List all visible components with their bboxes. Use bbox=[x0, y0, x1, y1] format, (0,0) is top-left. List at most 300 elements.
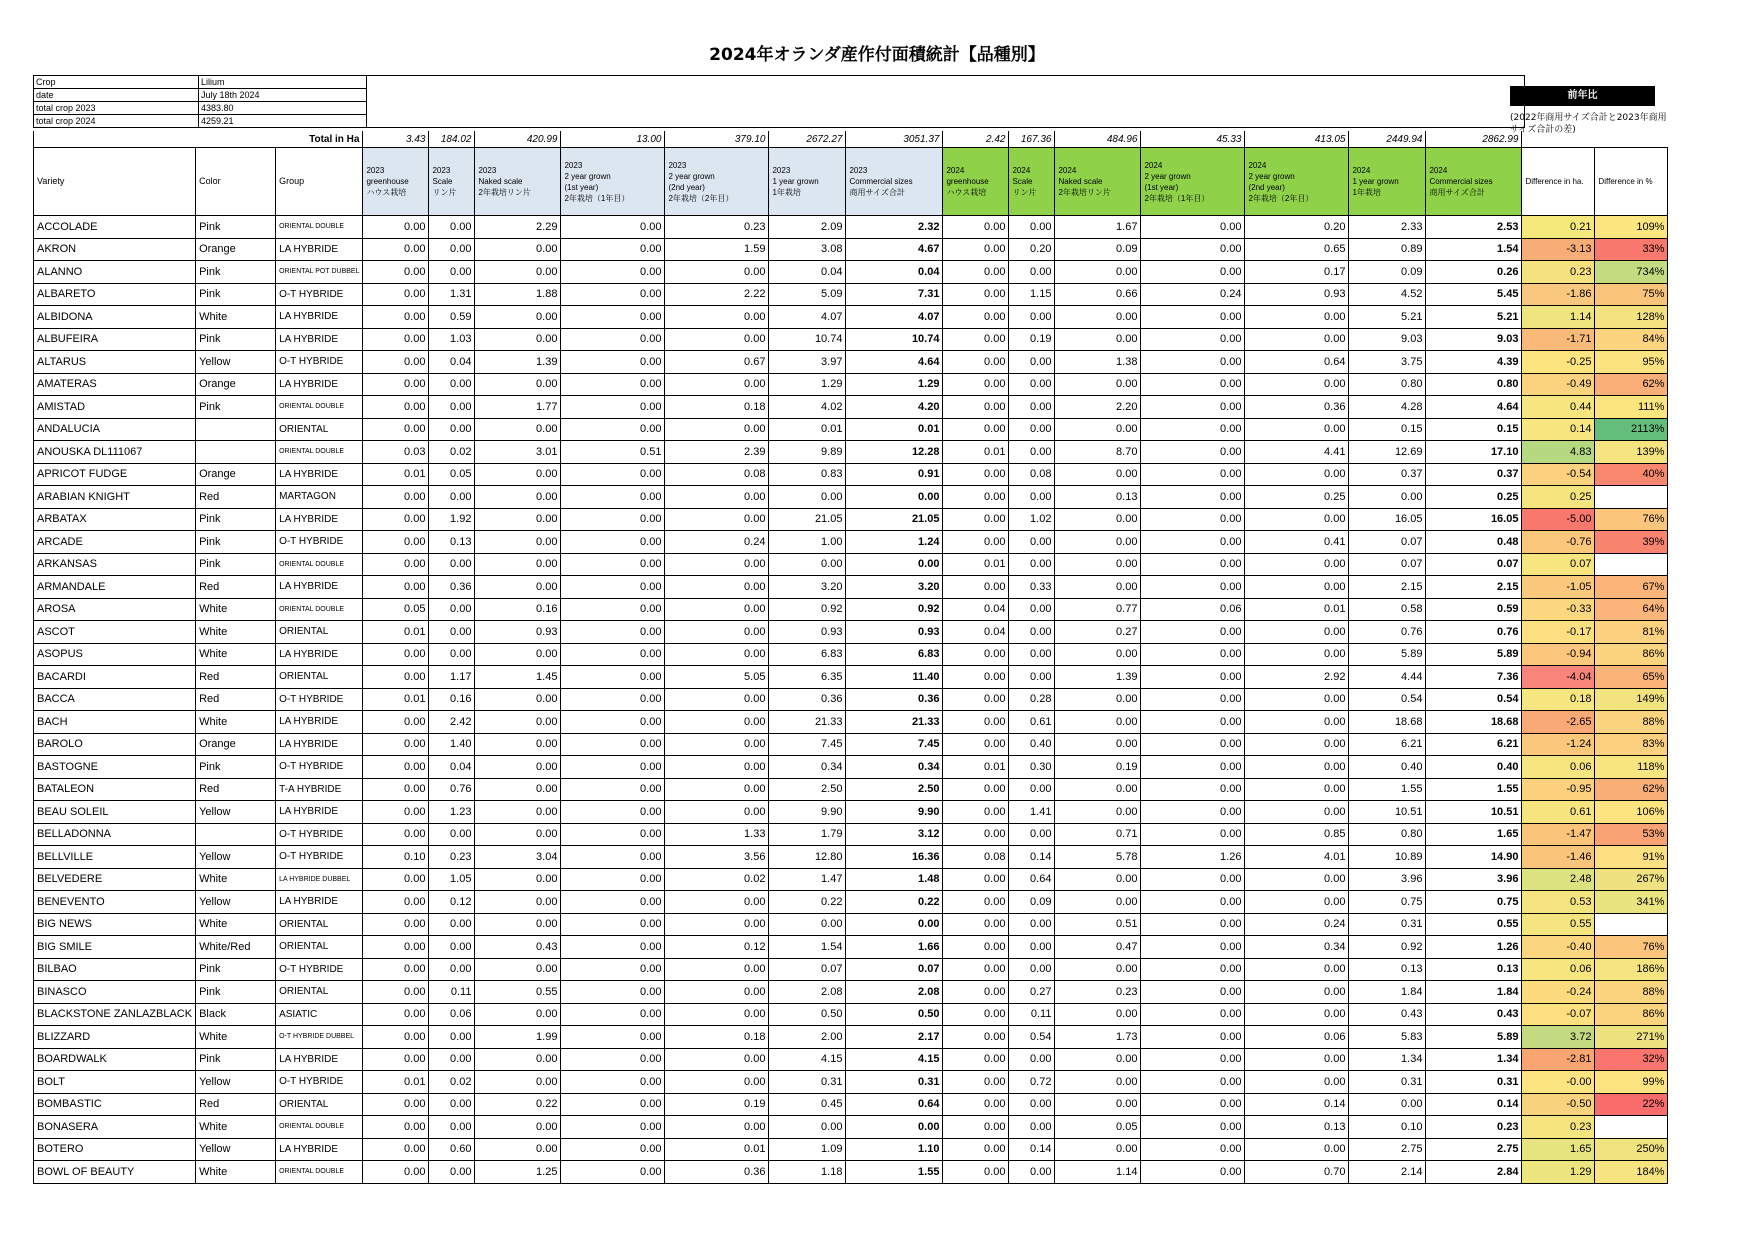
value-cell: 0.22 bbox=[769, 891, 846, 914]
color-cell: White bbox=[196, 1161, 276, 1184]
value-cell: 0.24 bbox=[1245, 913, 1349, 936]
value-cell: 0.00 bbox=[475, 531, 561, 554]
diff-ha-cell: 0.53 bbox=[1522, 891, 1595, 914]
diff-pct-cell: 76% bbox=[1595, 508, 1668, 531]
value-cell: 0.00 bbox=[561, 1093, 665, 1116]
value-cell: 0.00 bbox=[943, 216, 1009, 239]
header-line: greenhouse bbox=[366, 177, 409, 186]
total-value: 3051.37 bbox=[846, 131, 943, 148]
value-cell: 0.64 bbox=[1245, 351, 1349, 374]
value-cell: 0.00 bbox=[1349, 486, 1426, 509]
value-cell: 4.64 bbox=[1426, 396, 1522, 419]
value-cell: 0.07 bbox=[1426, 553, 1522, 576]
value-cell: 12.69 bbox=[1349, 441, 1426, 464]
value-cell: 0.00 bbox=[943, 913, 1009, 936]
diff-ha-cell: -0.25 bbox=[1522, 351, 1595, 374]
value-cell: 0.00 bbox=[561, 373, 665, 396]
value-cell: 2.15 bbox=[1426, 576, 1522, 599]
header-line: 2年栽培リン片 bbox=[478, 188, 531, 197]
color-cell: Orange bbox=[196, 238, 276, 261]
group-cell: O-T HYBRIDE bbox=[276, 958, 363, 981]
diff-pct-cell: 86% bbox=[1595, 1003, 1668, 1026]
value-cell: 0.00 bbox=[1141, 666, 1245, 689]
value-cell: 1.34 bbox=[1426, 1048, 1522, 1071]
value-cell: 0.92 bbox=[846, 598, 943, 621]
value-cell: 2.92 bbox=[1245, 666, 1349, 689]
value-cell: 0.00 bbox=[1055, 778, 1141, 801]
value-cell: 0.00 bbox=[1245, 801, 1349, 824]
value-cell: 0.40 bbox=[1009, 733, 1055, 756]
value-cell: 16.05 bbox=[1426, 508, 1522, 531]
value-cell: 0.00 bbox=[363, 801, 429, 824]
group-cell: ORIENTAL bbox=[276, 418, 363, 441]
diff-pct-cell: 83% bbox=[1595, 733, 1668, 756]
diff-pct-cell bbox=[1595, 913, 1668, 936]
variety-cell: BLACKSTONE ZANLAZBLACK bbox=[34, 1003, 196, 1026]
value-cell: 1.39 bbox=[475, 351, 561, 374]
header-line: 2024 bbox=[1248, 160, 1267, 170]
table-row bbox=[34, 1161, 1668, 1184]
value-cell: 0.00 bbox=[561, 216, 665, 239]
value-cell: 0.26 bbox=[1426, 261, 1522, 284]
value-cell: 0.54 bbox=[1426, 688, 1522, 711]
value-cell: 0.93 bbox=[846, 621, 943, 644]
value-cell: 0.00 bbox=[1055, 1138, 1141, 1161]
group-cell: ORIENTAL bbox=[276, 666, 363, 689]
variety-cell: ALBIDONA bbox=[34, 306, 196, 329]
value-cell: 2.14 bbox=[1349, 1161, 1426, 1184]
header-line: 2年栽培（2年目） bbox=[1248, 193, 1314, 203]
header-line: 2 year grown bbox=[1248, 171, 1295, 181]
column-header bbox=[1595, 148, 1668, 216]
value-cell: 0.00 bbox=[1141, 1003, 1245, 1026]
value-cell: 0.00 bbox=[665, 913, 769, 936]
diff-pct-cell: 250% bbox=[1595, 1138, 1668, 1161]
value-cell: 0.36 bbox=[846, 688, 943, 711]
diff-pct-cell: 33% bbox=[1595, 238, 1668, 261]
value-cell: 0.05 bbox=[1055, 1116, 1141, 1139]
diff-ha-cell: 0.06 bbox=[1522, 958, 1595, 981]
header-line: 2 year grown bbox=[1144, 171, 1191, 181]
value-cell: 0.01 bbox=[363, 688, 429, 711]
color-cell: Yellow bbox=[196, 1138, 276, 1161]
value-cell: 0.00 bbox=[943, 733, 1009, 756]
value-cell: 1.24 bbox=[846, 531, 943, 554]
value-cell: 0.09 bbox=[1349, 261, 1426, 284]
variety-cell: BATALEON bbox=[34, 778, 196, 801]
value-cell: 0.00 bbox=[846, 1116, 943, 1139]
diff-pct-cell: 109% bbox=[1595, 216, 1668, 239]
value-cell: 5.21 bbox=[1426, 306, 1522, 329]
value-cell: 0.00 bbox=[363, 261, 429, 284]
value-cell: 0.00 bbox=[561, 1071, 665, 1094]
diff-pct-cell: 267% bbox=[1595, 868, 1668, 891]
value-cell: 0.00 bbox=[429, 936, 475, 959]
diff-ha-cell: -4.04 bbox=[1522, 666, 1595, 689]
value-cell: 0.00 bbox=[665, 598, 769, 621]
value-cell: 0.00 bbox=[1245, 1003, 1349, 1026]
value-cell: 0.00 bbox=[1055, 801, 1141, 824]
value-cell: 9.03 bbox=[1349, 328, 1426, 351]
value-cell: 1.84 bbox=[1349, 981, 1426, 1004]
value-cell: 0.00 bbox=[475, 306, 561, 329]
table-row bbox=[34, 936, 1668, 959]
value-cell: 1.84 bbox=[1426, 981, 1522, 1004]
diff-pct-cell bbox=[1595, 553, 1668, 576]
value-cell: 0.00 bbox=[943, 418, 1009, 441]
value-cell: 0.00 bbox=[943, 868, 1009, 891]
value-cell: 0.00 bbox=[475, 913, 561, 936]
value-cell: 7.45 bbox=[846, 733, 943, 756]
value-cell: 0.43 bbox=[1426, 1003, 1522, 1026]
diff-pct-cell: 88% bbox=[1595, 981, 1668, 1004]
value-cell: 2.20 bbox=[1055, 396, 1141, 419]
value-cell: 0.00 bbox=[561, 531, 665, 554]
variety-cell: BOWL OF BEAUTY bbox=[34, 1161, 196, 1184]
value-cell: 0.54 bbox=[1009, 1026, 1055, 1049]
value-cell: 0.02 bbox=[665, 868, 769, 891]
value-cell: 0.00 bbox=[561, 981, 665, 1004]
value-cell: 0.06 bbox=[429, 1003, 475, 1026]
diff-pct-cell: 99% bbox=[1595, 1071, 1668, 1094]
value-cell: 12.28 bbox=[846, 441, 943, 464]
value-cell: 0.00 bbox=[1009, 643, 1055, 666]
value-cell: 0.00 bbox=[1141, 531, 1245, 554]
value-cell: 6.21 bbox=[1426, 733, 1522, 756]
table-row bbox=[34, 801, 1668, 824]
value-cell: 0.00 bbox=[363, 666, 429, 689]
header-line: 商用サイズ合計 bbox=[849, 188, 905, 197]
value-cell: 0.23 bbox=[1426, 1116, 1522, 1139]
value-cell: 0.31 bbox=[1349, 1071, 1426, 1094]
value-cell: 0.24 bbox=[665, 531, 769, 554]
value-cell: 0.00 bbox=[1055, 418, 1141, 441]
value-cell: 0.40 bbox=[1426, 756, 1522, 779]
header-line: Scale bbox=[432, 177, 453, 186]
table-row bbox=[34, 1093, 1668, 1116]
value-cell: 0.00 bbox=[475, 711, 561, 734]
value-cell: 0.13 bbox=[429, 531, 475, 554]
value-cell: 0.00 bbox=[665, 733, 769, 756]
value-cell: 0.00 bbox=[1055, 576, 1141, 599]
value-cell: 0.00 bbox=[1245, 553, 1349, 576]
value-cell: 0.00 bbox=[1009, 396, 1055, 419]
diff-ha-cell: -2.65 bbox=[1522, 711, 1595, 734]
color-cell: White bbox=[196, 621, 276, 644]
diff-ha-cell: -0.76 bbox=[1522, 531, 1595, 554]
value-cell: 0.27 bbox=[1055, 621, 1141, 644]
value-cell: 0.00 bbox=[943, 531, 1009, 554]
value-cell: 4.52 bbox=[1349, 283, 1426, 306]
value-cell: 1.17 bbox=[429, 666, 475, 689]
value-cell: 0.04 bbox=[429, 756, 475, 779]
value-cell: 0.00 bbox=[1245, 306, 1349, 329]
column-header bbox=[34, 148, 196, 216]
value-cell: 0.00 bbox=[1141, 733, 1245, 756]
value-cell: 0.00 bbox=[475, 328, 561, 351]
value-cell: 0.11 bbox=[1009, 1003, 1055, 1026]
header-line: 2年栽培（1年目） bbox=[564, 193, 630, 203]
table-row bbox=[34, 373, 1668, 396]
table-row bbox=[34, 463, 1668, 486]
value-cell: 0.00 bbox=[429, 553, 475, 576]
value-cell: 2.15 bbox=[1349, 576, 1426, 599]
header-line: (2nd year) bbox=[1248, 182, 1285, 192]
table-row bbox=[34, 261, 1668, 284]
value-cell: 0.37 bbox=[1349, 463, 1426, 486]
value-cell: 0.00 bbox=[561, 576, 665, 599]
header-line: 2 year grown bbox=[564, 171, 611, 181]
value-cell: 0.00 bbox=[475, 733, 561, 756]
diff-ha-cell: 3.72 bbox=[1522, 1026, 1595, 1049]
group-cell: ORIENTAL POT DUBBEL bbox=[276, 261, 363, 284]
value-cell: 0.00 bbox=[475, 868, 561, 891]
value-cell: 0.34 bbox=[846, 756, 943, 779]
value-cell: 10.74 bbox=[846, 328, 943, 351]
value-cell: 3.08 bbox=[769, 238, 846, 261]
value-cell: 0.00 bbox=[943, 981, 1009, 1004]
value-cell: 0.00 bbox=[561, 1161, 665, 1184]
value-cell: 0.00 bbox=[1009, 306, 1055, 329]
value-cell: 1.40 bbox=[429, 733, 475, 756]
value-cell: 0.00 bbox=[665, 1116, 769, 1139]
value-cell: 0.25 bbox=[1426, 486, 1522, 509]
value-cell: 9.90 bbox=[846, 801, 943, 824]
value-cell: 2.32 bbox=[846, 216, 943, 239]
variety-cell: ALBARETO bbox=[34, 283, 196, 306]
group-cell: O-T HYBRIDE bbox=[276, 1071, 363, 1094]
value-cell: 0.00 bbox=[561, 486, 665, 509]
value-cell: 0.16 bbox=[475, 598, 561, 621]
value-cell: 0.00 bbox=[475, 643, 561, 666]
header-line: 2年栽培（2年目） bbox=[668, 193, 734, 203]
header-line: Naked scale bbox=[478, 177, 523, 186]
group-cell: O-T HYBRIDE bbox=[276, 756, 363, 779]
value-cell: 0.00 bbox=[1245, 733, 1349, 756]
value-cell: 1.26 bbox=[1141, 846, 1245, 869]
value-cell: 0.03 bbox=[363, 441, 429, 464]
table-row bbox=[34, 1003, 1668, 1026]
value-cell: 0.36 bbox=[769, 688, 846, 711]
value-cell: 6.21 bbox=[1349, 733, 1426, 756]
value-cell: 1.00 bbox=[769, 531, 846, 554]
group-cell: T-A HYBRIDE bbox=[276, 778, 363, 801]
value-cell: 0.00 bbox=[1245, 328, 1349, 351]
value-cell: 10.51 bbox=[1349, 801, 1426, 824]
table-row bbox=[34, 1071, 1668, 1094]
variety-cell: ASCOT bbox=[34, 621, 196, 644]
value-cell: 0.00 bbox=[363, 868, 429, 891]
group-cell: LA HYBRIDE bbox=[276, 306, 363, 329]
value-cell: 0.00 bbox=[665, 306, 769, 329]
diff-ha-cell: -1.47 bbox=[1522, 823, 1595, 846]
total-value: 484.96 bbox=[1055, 131, 1141, 148]
color-cell: Pink bbox=[196, 283, 276, 306]
value-cell: 4.67 bbox=[846, 238, 943, 261]
value-cell: 0.00 bbox=[475, 1071, 561, 1094]
diff-ha-cell: -0.95 bbox=[1522, 778, 1595, 801]
color-cell: Pink bbox=[196, 756, 276, 779]
value-cell: 0.00 bbox=[561, 733, 665, 756]
value-cell: 0.00 bbox=[429, 913, 475, 936]
value-cell: 0.00 bbox=[846, 913, 943, 936]
value-cell: 0.00 bbox=[1245, 1138, 1349, 1161]
variety-cell: BASTOGNE bbox=[34, 756, 196, 779]
diff-pct-cell: 40% bbox=[1595, 463, 1668, 486]
value-cell: 0.00 bbox=[1055, 1071, 1141, 1094]
value-cell: 1.09 bbox=[769, 1138, 846, 1161]
value-cell: 0.00 bbox=[1055, 711, 1141, 734]
value-cell: 0.00 bbox=[429, 958, 475, 981]
color-cell: White bbox=[196, 306, 276, 329]
value-cell: 0.00 bbox=[943, 261, 1009, 284]
value-cell: 0.07 bbox=[1349, 531, 1426, 554]
color-cell: Red bbox=[196, 778, 276, 801]
header-line: Variety bbox=[37, 176, 65, 186]
value-cell: 0.00 bbox=[1245, 621, 1349, 644]
value-cell: 0.00 bbox=[1141, 508, 1245, 531]
value-cell: 0.00 bbox=[1055, 688, 1141, 711]
value-cell: 0.00 bbox=[1141, 1161, 1245, 1184]
value-cell: 2.08 bbox=[769, 981, 846, 1004]
diff-ha-cell: -0.24 bbox=[1522, 981, 1595, 1004]
value-cell: 2.75 bbox=[1426, 1138, 1522, 1161]
value-cell: 0.00 bbox=[1055, 531, 1141, 554]
value-cell: 0.00 bbox=[943, 1026, 1009, 1049]
header-line: (1st year) bbox=[1144, 182, 1179, 192]
meta-key: total crop 2024 bbox=[34, 115, 199, 128]
diff-pct-cell: 64% bbox=[1595, 598, 1668, 621]
meta-key: Crop bbox=[34, 76, 199, 89]
table-row bbox=[34, 981, 1668, 1004]
header-line: Group bbox=[279, 176, 305, 186]
value-cell: 0.00 bbox=[943, 486, 1009, 509]
value-cell: 0.00 bbox=[1141, 486, 1245, 509]
value-cell: 0.00 bbox=[665, 981, 769, 1004]
value-cell: 0.07 bbox=[769, 958, 846, 981]
table-row bbox=[34, 778, 1668, 801]
value-cell: 0.00 bbox=[363, 396, 429, 419]
value-cell: 0.58 bbox=[1349, 598, 1426, 621]
header-line: 2024 bbox=[946, 166, 965, 175]
total-value: 420.99 bbox=[475, 131, 561, 148]
value-cell: 21.33 bbox=[769, 711, 846, 734]
value-cell: 0.00 bbox=[1055, 643, 1141, 666]
column-header bbox=[665, 148, 769, 216]
variety-cell: BELLVILLE bbox=[34, 846, 196, 869]
value-cell: 0.00 bbox=[363, 1116, 429, 1139]
value-cell: 0.93 bbox=[475, 621, 561, 644]
header-line: 2023 bbox=[478, 166, 497, 175]
value-cell: 0.43 bbox=[1349, 1003, 1426, 1026]
value-cell: 1.45 bbox=[475, 666, 561, 689]
value-cell: 12.80 bbox=[769, 846, 846, 869]
diff-ha-cell: -0.54 bbox=[1522, 463, 1595, 486]
value-cell: 0.00 bbox=[1055, 733, 1141, 756]
value-cell: 0.00 bbox=[1245, 778, 1349, 801]
value-cell: 0.01 bbox=[363, 621, 429, 644]
group-cell: ORIENTAL DOUBLE bbox=[276, 553, 363, 576]
diff-pct-cell bbox=[1595, 486, 1668, 509]
value-cell: 0.00 bbox=[943, 238, 1009, 261]
value-cell: 0.00 bbox=[561, 958, 665, 981]
value-cell: 0.00 bbox=[1055, 553, 1141, 576]
value-cell: 1.03 bbox=[429, 328, 475, 351]
value-cell: 0.65 bbox=[1245, 238, 1349, 261]
value-cell: 0.00 bbox=[665, 778, 769, 801]
value-cell: 0.00 bbox=[363, 306, 429, 329]
value-cell: 0.00 bbox=[1141, 981, 1245, 1004]
value-cell: 0.00 bbox=[1009, 913, 1055, 936]
diff-pct-cell: 95% bbox=[1595, 351, 1668, 374]
value-cell: 0.04 bbox=[769, 261, 846, 284]
variety-cell: AMATERAS bbox=[34, 373, 196, 396]
value-cell: 0.67 bbox=[665, 351, 769, 374]
value-cell: 0.00 bbox=[1245, 711, 1349, 734]
value-cell: 0.00 bbox=[561, 598, 665, 621]
value-cell: 0.00 bbox=[561, 823, 665, 846]
value-cell: 0.00 bbox=[1141, 306, 1245, 329]
table-row bbox=[34, 666, 1668, 689]
value-cell: 3.56 bbox=[665, 846, 769, 869]
value-cell: 0.00 bbox=[1141, 913, 1245, 936]
value-cell: 0.00 bbox=[665, 261, 769, 284]
group-cell: ORIENTAL DOUBLE bbox=[276, 396, 363, 419]
value-cell: 0.00 bbox=[1055, 891, 1141, 914]
value-cell: 0.72 bbox=[1009, 1071, 1055, 1094]
color-cell: White/Red bbox=[196, 936, 276, 959]
spacer bbox=[1522, 131, 1595, 148]
value-cell: 0.00 bbox=[1009, 486, 1055, 509]
value-cell: 0.00 bbox=[561, 891, 665, 914]
diff-ha-cell: -2.81 bbox=[1522, 1048, 1595, 1071]
variety-cell: BAROLO bbox=[34, 733, 196, 756]
color-cell: Orange bbox=[196, 733, 276, 756]
diff-pct-cell: 734% bbox=[1595, 261, 1668, 284]
diff-pct-cell: 32% bbox=[1595, 1048, 1668, 1071]
value-cell: 0.00 bbox=[943, 1048, 1009, 1071]
value-cell: 0.00 bbox=[475, 778, 561, 801]
value-cell: 0.00 bbox=[665, 688, 769, 711]
value-cell: 0.00 bbox=[665, 756, 769, 779]
meta-value: 4383.80 bbox=[199, 102, 367, 115]
value-cell: 1.15 bbox=[1009, 283, 1055, 306]
diff-pct-cell: 67% bbox=[1595, 576, 1668, 599]
diff-pct-cell bbox=[1595, 1116, 1668, 1139]
value-cell: 0.00 bbox=[1055, 868, 1141, 891]
value-cell: 0.76 bbox=[429, 778, 475, 801]
value-cell: 0.01 bbox=[363, 463, 429, 486]
value-cell: 5.45 bbox=[1426, 283, 1522, 306]
value-cell: 0.00 bbox=[363, 486, 429, 509]
value-cell: 0.00 bbox=[363, 756, 429, 779]
value-cell: 3.20 bbox=[846, 576, 943, 599]
value-cell: 0.00 bbox=[943, 801, 1009, 824]
value-cell: 5.21 bbox=[1349, 306, 1426, 329]
value-cell: 0.00 bbox=[561, 801, 665, 824]
value-cell: 18.68 bbox=[1349, 711, 1426, 734]
header-line: 商用サイズ合計 bbox=[1429, 188, 1485, 197]
value-cell: 0.00 bbox=[1141, 463, 1245, 486]
value-cell: 0.71 bbox=[1055, 823, 1141, 846]
variety-cell: ASOPUS bbox=[34, 643, 196, 666]
header-line: 2024 bbox=[1352, 166, 1371, 175]
value-cell: 0.00 bbox=[1245, 958, 1349, 981]
value-cell: 1.02 bbox=[1009, 508, 1055, 531]
value-cell: 0.01 bbox=[846, 418, 943, 441]
value-cell: 0.11 bbox=[429, 981, 475, 1004]
diff-ha-cell: -1.71 bbox=[1522, 328, 1595, 351]
